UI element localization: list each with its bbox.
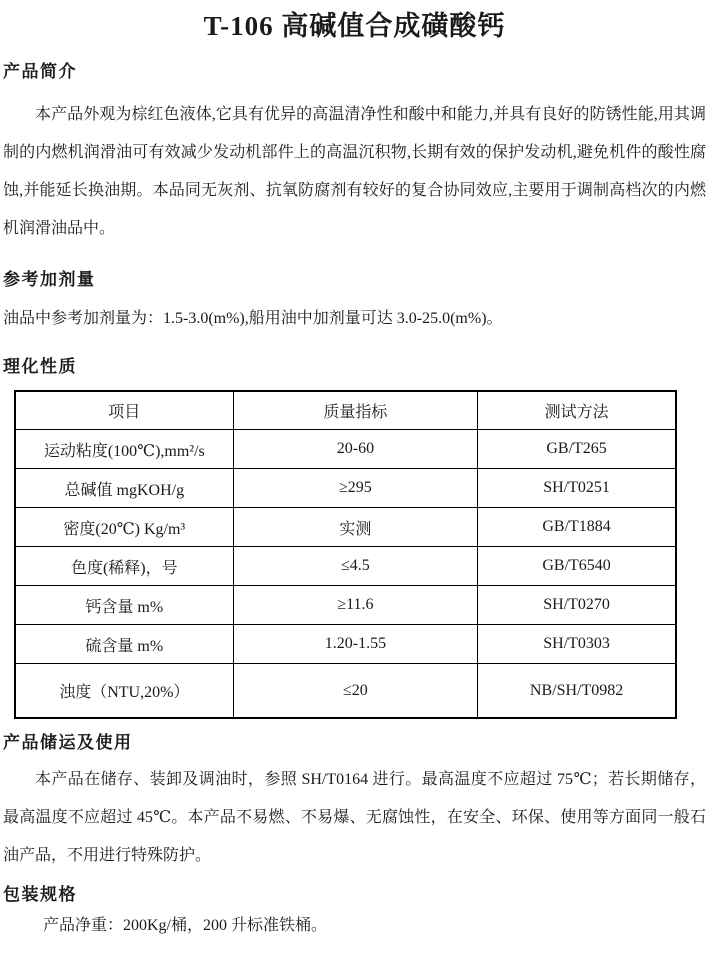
test-method-cell: NB/SH/T0982: [478, 664, 676, 719]
spec-value-cell: 实测: [233, 508, 478, 547]
table-row: [15, 430, 676, 469]
property-name-cell: 运动粘度(100℃),mm²/s: [15, 430, 233, 469]
document-page: [0, 8, 709, 953]
spec-value-cell: ≥11.6: [233, 586, 478, 625]
table-row: [15, 508, 676, 547]
packaging-paragraph: 产品净重：200Kg/桶，200 升标准铁桶。: [43, 917, 328, 934]
spec-value-cell: ≥295: [233, 469, 478, 508]
spec-value-cell: ≤4.5: [233, 547, 478, 586]
column-header-method: 测试方法: [478, 391, 676, 430]
properties-table: [14, 390, 677, 719]
table-row: [15, 469, 676, 508]
dosage-paragraph: 油品中参考加剂量为：1.5-3.0(m%),船用油中加剂量可达 3.0-25.0(m%)。: [3, 310, 503, 327]
test-method-cell: GB/T1884: [478, 508, 676, 547]
section-heading-properties: 理化性质: [3, 357, 77, 376]
section-heading-dosage: 参考加剂量: [3, 270, 96, 289]
property-name-cell: 密度(20℃) Kg/m³: [15, 508, 233, 547]
intro-paragraph: 本产品外观为棕红色液体,它具有优异的高温清净性和酸中和能力,并具有良好的防锈性能,用其调制的内燃机润滑油可有效减少发动机部件上的高温沉积物,长期有效的保护发动机,避免机件的酸性腐蚀,并能延长换油期。本品同无灰剂、抗氧防腐剂有较好的复合协同效应,主要用于调制高档次的内燃机润滑油品中。: [3, 106, 706, 237]
property-name-cell: 总碱值 mgKOH/g: [15, 469, 233, 508]
property-name-cell: 浊度（NTU,20%）: [15, 664, 233, 719]
test-method-cell: SH/T0251: [478, 469, 676, 508]
column-header-spec: 质量指标: [233, 391, 478, 430]
spec-value-cell: 1.20-1.55: [233, 625, 478, 664]
property-name-cell: 钙含量 m%: [15, 586, 233, 625]
table-row: [15, 547, 676, 586]
spec-value-cell: ≤20: [233, 664, 478, 719]
test-method-cell: GB/T6540: [478, 547, 676, 586]
test-method-cell: SH/T0303: [478, 625, 676, 664]
table-row: [15, 625, 676, 664]
test-method-cell: SH/T0270: [478, 586, 676, 625]
column-header-item: 项目: [15, 391, 233, 430]
section-heading-intro: 产品简介: [3, 62, 77, 81]
table-header-row: [15, 391, 676, 430]
section-heading-storage: 产品储运及使用: [3, 733, 133, 752]
table-row: [15, 586, 676, 625]
test-method-cell: GB/T265: [478, 430, 676, 469]
section-heading-packaging: 包装规格: [3, 885, 77, 904]
property-name-cell: 硫含量 m%: [15, 625, 233, 664]
storage-paragraph: 本产品在储存、装卸及调油时，参照 SH/T0164 进行。最高温度不应超过 75℃；若长期储存，最高温度不应超过 45℃。本产品不易燃、不易爆、无腐蚀性，在安全、环保、使用等方面同一般石油产品，不用进行特殊防护。: [3, 771, 706, 864]
page-title: T-106 高碱值合成磺酸钙: [203, 11, 506, 41]
table-row: [15, 664, 676, 719]
spec-value-cell: 20-60: [233, 430, 478, 469]
property-name-cell: 色度(稀释)，号: [15, 547, 233, 586]
